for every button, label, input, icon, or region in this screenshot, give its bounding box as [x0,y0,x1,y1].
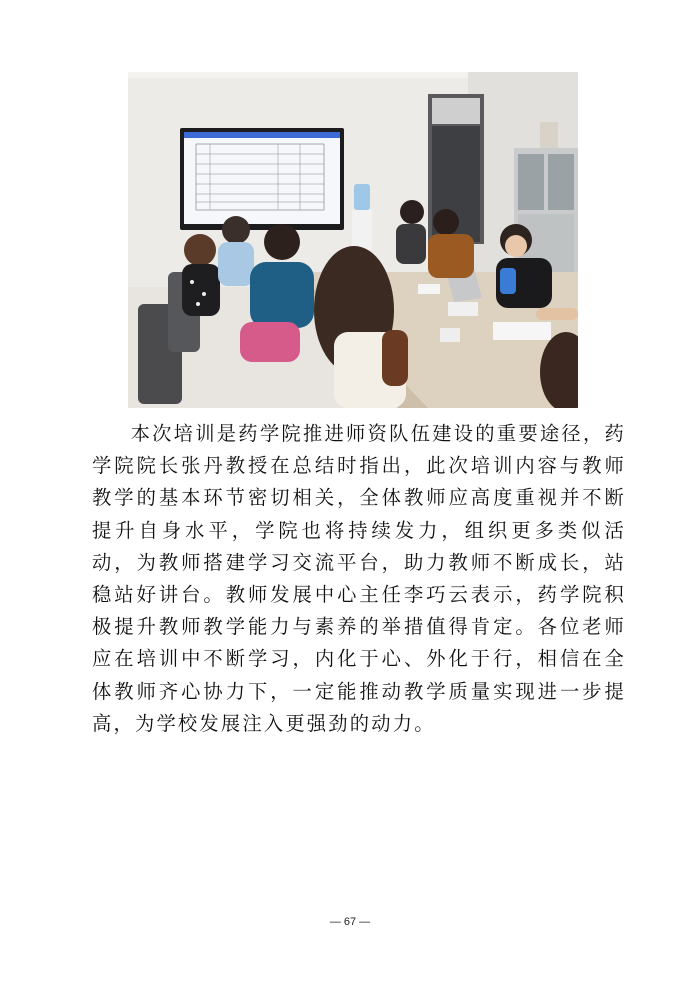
meeting-room-illustration [128,72,578,408]
page-number: — 67 — [329,916,371,928]
article-paragraph: 本次培训是药学院推进师资队伍建设的重要途径，药学院院长张丹教授在总结时指出，此次培训内容与教师教学的基本环节密切相关，全体教师应高度重视并不断提升自身水平，学院也将持续发力，组织更多类似活动，为教师搭建学习交流平台，助力教师不断成长，站稳站好讲台。教师发展中心主任李巧云表示，药学院积极提升教师教学能力与素养的举措值得肯定。各位老师应在培训中不断学习，内化于心、外化于行，相信在全体教师齐心协力下，一定能推动教学质量实现进一步提高，为学校发展注入更强劲的动力。 [92,422,626,735]
meeting-photo [128,72,578,408]
